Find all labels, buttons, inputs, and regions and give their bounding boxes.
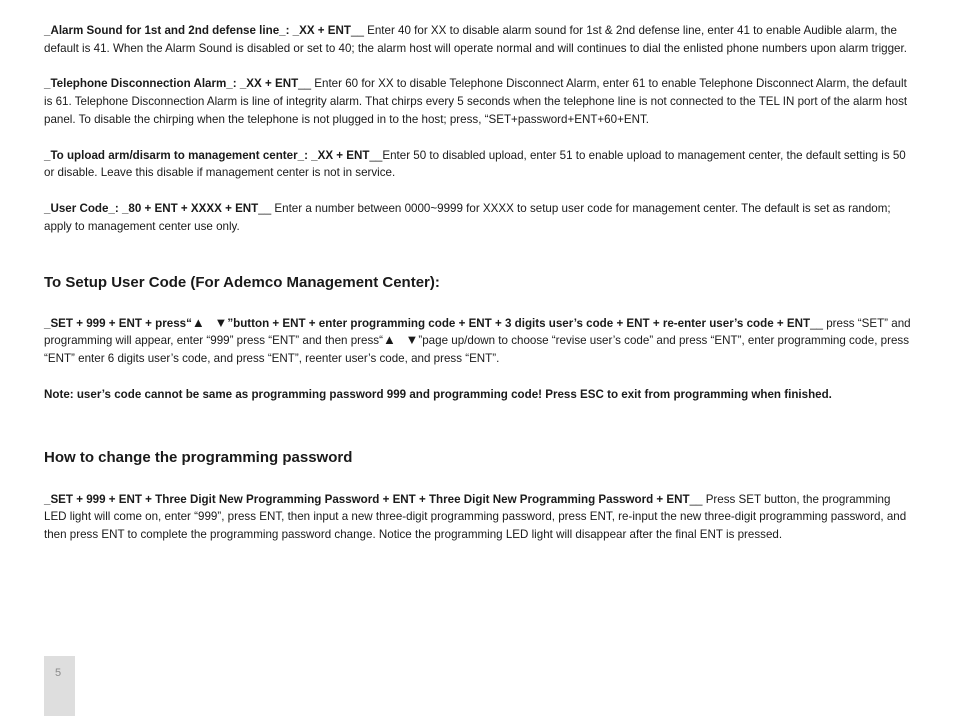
arrow-up-icon: ▲ [382,332,396,348]
change-password-command: _SET + 999 + ENT + Three Digit New Programming Password + ENT + Three Digit New Programming Password + ENT [44,492,690,506]
setup-command [44,314,811,330]
alarm-sound-command: _Alarm Sound for 1st and 2nd defense line_: _XX + ENT [44,24,351,37]
upload-paragraph [44,147,912,183]
page-number: 5 [55,667,62,679]
setup-note [44,386,912,404]
setup-command-part-b: ”button + ENT + enter programming code + ENT + 3 digits user’s code + ENT + re-enter user’s code + ENT [227,316,811,330]
user-code-command: _User Code_: _80 + ENT + XXXX + ENT [44,201,259,215]
setup-user-code-paragraph [44,315,912,368]
setup-sep: __ [810,316,827,330]
alarm-sound-paragraph [44,22,912,58]
upload-command: _To upload arm/disarm to management center_: _XX + ENT [44,148,370,162]
arrow-down-icon: ▼ [214,314,228,330]
arrow-down-icon: ▼ [405,332,419,348]
user-code-body: Enter a number between 0000~9999 for XXXX to setup user code for management center. The default is set as random; apply to management center use only. [44,201,891,233]
change-password-sep: __ [689,492,706,506]
setup-body-part-b: ”page up/down to choose “revise user’s code” and press “ENT”, enter programming code, press “ENT” enter 6 digits user’s code, and press “ENT”, reenter user’s code, and press “ENT”. [44,334,909,366]
upload-body: Enter 50 to disabled upload, enter 51 to enable upload to management center, the default setting is 50 or disable. Leave this disable if management center is not in service. [44,148,906,180]
alarm-sound-sep: __ [351,24,368,37]
user-code-paragraph [44,200,912,236]
change-password-body: Press SET button, the programming LED light will come on, enter “999”, press ENT, then input a new three-digit programming password, press ENT, re-input the new three-digit programming password, and then press ENT to complete the programming password change. Notice the programming LED light will disappear after the final ENT is pressed. [44,492,907,542]
change-password-paragraph [44,491,912,544]
setup-command-part-a: _SET + 999 + ENT + press“ [44,316,192,330]
manual-page [44,22,912,544]
setup-user-code-heading: To Setup User Code (For Ademco Management Center): [44,273,440,291]
setup-body-part-a: press “SET” and programming will appear, enter “999” press “ENT” and then press“ [44,316,911,348]
change-password-heading: How to change the programming password [44,448,353,466]
arrow-up-icon: ▲ [191,314,205,330]
page-number-tab [44,656,75,716]
user-code-sep: __ [258,201,275,215]
telephone-command: _Telephone Disconnection Alarm_: _XX + ENT [44,77,299,91]
alarm-sound-body: Enter 40 for XX to disable alarm sound for 1st & 2nd defense line, enter 41 to enable Audible alarm, the default is 41. When the Alarm Sound is disabled or set to 40; the alarm host will operate normal and will continues to dial the enlisted phone numbers upon alarm trigger. [44,24,907,55]
telephone-body: Enter 60 for XX to disable Telephone Disconnect Alarm, enter 61 to enable Telephone Disconnect Alarm, the default is 61. Telephone Disconnection Alarm is line of integrity alarm. That chirps every 5 seconds when the telephone line is not connected to the TEL IN port of the alarm host panel. To disable the chirping when the telephone is not plugged in to the host; press, “SET+password+ENT+60+ENT. [44,77,908,126]
telephone-sep: __ [298,77,315,91]
telephone-paragraph [44,75,912,128]
upload-sep: __ [369,148,383,162]
setup-note-text: Note: user’s code cannot be same as programming password 999 and programming code! Press ESC to exit from programming when finished. [44,387,832,401]
